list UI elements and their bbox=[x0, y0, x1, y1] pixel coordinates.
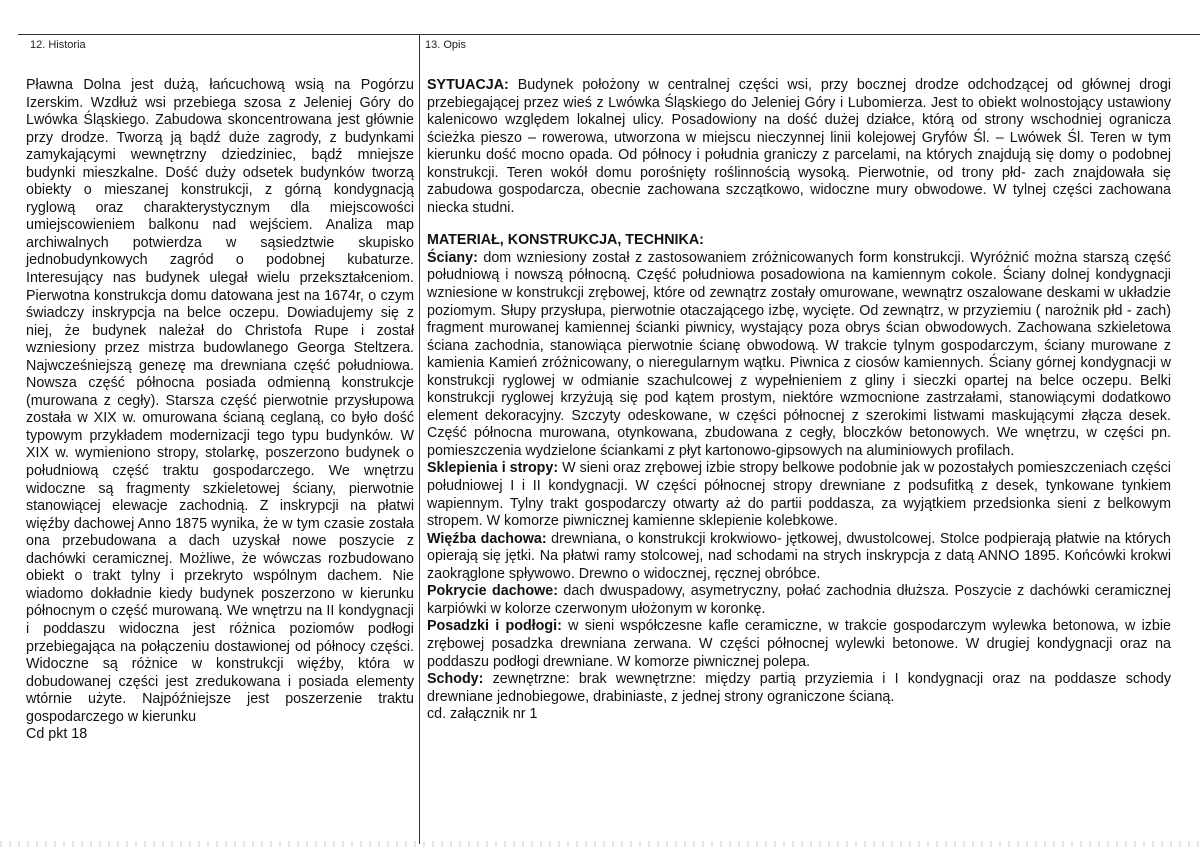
wiezba-text: drewniana, o konstrukcji krokwiowo- jętkowej, dwustolcowej. Stolce podpierają płatwie na których opierają się jętki. Na płatwi ramy stolcowej, nad schodami na strych inskrypcja z datą ANNO 1895. Końcówki krokwi zaokrąglone spływowo. Drewno o widocznej, ręcznej obróbce. bbox=[427, 530, 1171, 582]
pokrycie-label: Pokrycie dachowe: bbox=[427, 583, 558, 600]
schody-text: zewnętrzne: brak wewnętrzne: między partią przyziemia i I kondygnacji oraz na poddasze schody drewniane jednobiegowe, drabiniaste, z jednej strony ograniczone ścianą. bbox=[427, 671, 1171, 705]
pokrycie-text: dach dwuspadowy, asymetryczny, połać zachodnia dłuższa. Poszycie z dachówki ceramicznej karpiówki w kolorze czerwonym ułożonym w koronkę. bbox=[427, 583, 1171, 617]
sklepienia-label: Sklepienia i stropy: bbox=[427, 460, 559, 477]
sciany-paragraph bbox=[427, 250, 1171, 461]
opis-column bbox=[427, 77, 1171, 724]
sklepienia-text: W sieni oraz zrębowej izbie stropy belkowe podobnie jak w pozostałych pomieszczeniach części południowej I i II kondygnacji. W części północnej stropy drewniane z podsufitką z desek, tynkowane tynkiem wapiennym. Tylny trakt gospodarczy otwarty aż do partii poddasza, za wyjątkiem przedsionka sieni z belkowym stropem. W komorze piwnicznej kamienne sklepienie kolebkowe. bbox=[427, 460, 1171, 530]
schody-paragraph bbox=[427, 671, 1171, 706]
sytuacja-heading: SYTUACJA: bbox=[427, 77, 509, 93]
sytuacja-paragraph bbox=[427, 77, 1171, 217]
opis-footer: cd. załącznik nr 1 bbox=[427, 706, 538, 723]
wiezba-label: Więźba dachowa: bbox=[427, 530, 547, 547]
mkt-heading: MATERIAŁ, KONSTRUKCJA, TECHNIKA: bbox=[427, 232, 704, 249]
historia-footer: Cd pkt 18 bbox=[26, 726, 88, 743]
column-divider bbox=[419, 34, 420, 844]
sklepienia-paragraph bbox=[427, 460, 1171, 530]
historia-column bbox=[26, 77, 414, 744]
wiezba-paragraph bbox=[427, 531, 1171, 584]
sciany-text: dom wzniesiony został z zastosowaniem zróżnicowanych form konstrukcji. Wyróżnić można starszą część południową i nowszą północną. Część południowa posadowiona na kamiennym cokole. Ściany dolnej kondygnacji wzniesione w konstrukcji zrębowej, które od zewnątrz zostały omurowane, wewnątrz oszalowane deskami w układzie poziomym. Słupy przysłupa, pierwotnie otaczającego izbę, wycięte. Od zewnątrz, w przyziemiu ( narożnik płd - zach) fragment murowanej kamiennej ścianki piwnicy, wystający poza obrys ścian obwodowych. Zachowana szkieletowa ściana zachodnia, stanowiąca pierwotnie ścianę obwodową. W trakcie tylnym gospodarczym, ściany murowane z kamienia Kamień zróżnicowany, o nieregularnym wątku. Piwnica z ciosów kamiennych. Ściany górnej kondygnacji w konstrukcji ryglowej w odmianie szachulcowej z wypełnieniem z gliny i sieczki opartej na belce oczepu. Belki konstrukcji ryglowej krzyżują się pod kątem prostym, niektóre wzmocnione zastrzałami, stanowiącymi dodatkowo element dekoracyjny. Szczyty odeskowane, w części północnej z szerokimi listwami maskującymi złącza desek. Część północna murowana, otynkowana, zbudowana z cegły, bloczków betonowych. We wnętrzu, w części pn. pomieszczenia wydzielone ściankami z płyt kartonowo-gipsowych na aluminiowych profilach. bbox=[427, 249, 1171, 459]
posadzki-label: Posadzki i podłogi: bbox=[427, 618, 562, 635]
posadzki-text: w sieni współczesne kafle ceramiczne, w trakcie gospodarczym wylewka betonowa, w izbie zrębowej posadzka drewniana zerwana. W części północnej wylewki betonowe. W drugiej kondygnacji oraz na poddaszu podłogi drewniane. W komorze piwnicznej polepa. bbox=[427, 618, 1172, 670]
scan-artifact bbox=[0, 841, 1200, 847]
posadzki-paragraph bbox=[427, 618, 1171, 671]
pokrycie-paragraph bbox=[427, 583, 1171, 618]
opis-header: 13. Opis bbox=[425, 39, 466, 51]
historia-header: 12. Historia bbox=[30, 39, 86, 51]
sciany-label: Ściany: bbox=[427, 249, 478, 266]
sytuacja-text: Budynek położony w centralnej części wsi, przy bocznej drodze odchodzącej od głównej drogi przebiegającej przez wieś z Lwówka Śląskiego do Jeleniej Góry i Lubomierza. Jest to obiekt wolnostojący ustawiony kalenicowo względem lokalnej ulicy. Posadowiony na dość dużej działce, którą od strony wschodniej ogranicza ścieżka pieszo – rowerowa, utworzona w miejscu nieczynnej linii kolejowej Gryfów Śl. – Lwówek Śl. Teren w tym kierunku dość mocno opada. Od północy i południa graniczy z parcelami, na których znajdują się domy o podobnej konstrukcji. Teren wokół domu porośnięty roślinnością wysoką. Pierwotnie, od trony płd- zach znajdowała się zabudowa gospodarcza, obecnie zachowana szczątkowo, widoczne mury obwodowe. W tylnej części zachowana niecka studni. bbox=[427, 77, 1171, 216]
schody-label: Schody: bbox=[427, 671, 484, 688]
historia-text: Pławna Dolna jest dużą, łańcuchową wsią na Pogórzu Izerskim. Wzdłuż wsi przebiega szosa z Jeleniej Góry do Lwówka Śląskiego. Zabudowa skoncentrowana jest głównie przy drodze. Tworzą ją bądź duże zagrody, z budynkami zamykającymi wewnętrzny dziedziniec, bądź mniejsze budynki mieszkalne. Dość duży odsetek budynków tworzą obiekty o mieszanej konstrukcji, z górną kondygnacją ryglową oraz charakterystycznym dla miejscowości umiejscowieniem balkonu nad wejściem. Analiza map archiwalnych potwierdza w sąsiedztwie skupisko jednobudynkowych zagród o podobnej kubaturze. Interesujący nas budynek ulegał wielu przekształceniom. Pierwotna konstrukcja domu datowana jest na 1674r, o czym świadczy inskrypcja na belce oczepu. Dowiadujemy się z niej, że budynek należał do Christofa Rupe i został wzniesiony przez mistrza budowlanego Georga Steltzera. Najwcześniejszą genezę ma drewniana część południowa. Nowsza część północna posiada odmienną konstrukcje (murowana z cegły). Starsza część pierwotnie przysłupowa została w XIX w. omurowana ścianą ceglaną, co było dość typowym przykładem modernizacji tego typu budynków. W XIX w. wymieniono stropy, stolarkę, poszerzono budynek o południową część traktu gospodarczego. We wnętrzu widoczne są fragmenty szkieletowej ściany, pierwotnie stanowiącej elewacje zachodnią. Z inskrypcji na płatwi więźby dachowej Anno 1875 wynika, że w tym czasie została ona przebudowana a dach uzyskał nowe poszycie z dachówki ceramicznej. Możliwe, że wówczas rozbudowano obiekt o trakt tylny i przekryto wspólnym dachem. Nie wiadomo dokładnie kiedy budynek poszerzono w kierunku północnym o część murowaną. We wnętrzu na II kondygnacji i poddaszu widoczna jest różnica poziomów podłogi przebiegająca na połączeniu dostawionej od północy części. Widoczne są różnice w konstrukcji więźby, która w dobudowanej części jest zredukowana i posiada elementy wtórnie użyte. Najpóźniejsze jest poszerzenie traktu gospodarczego w kierunku bbox=[26, 77, 414, 725]
